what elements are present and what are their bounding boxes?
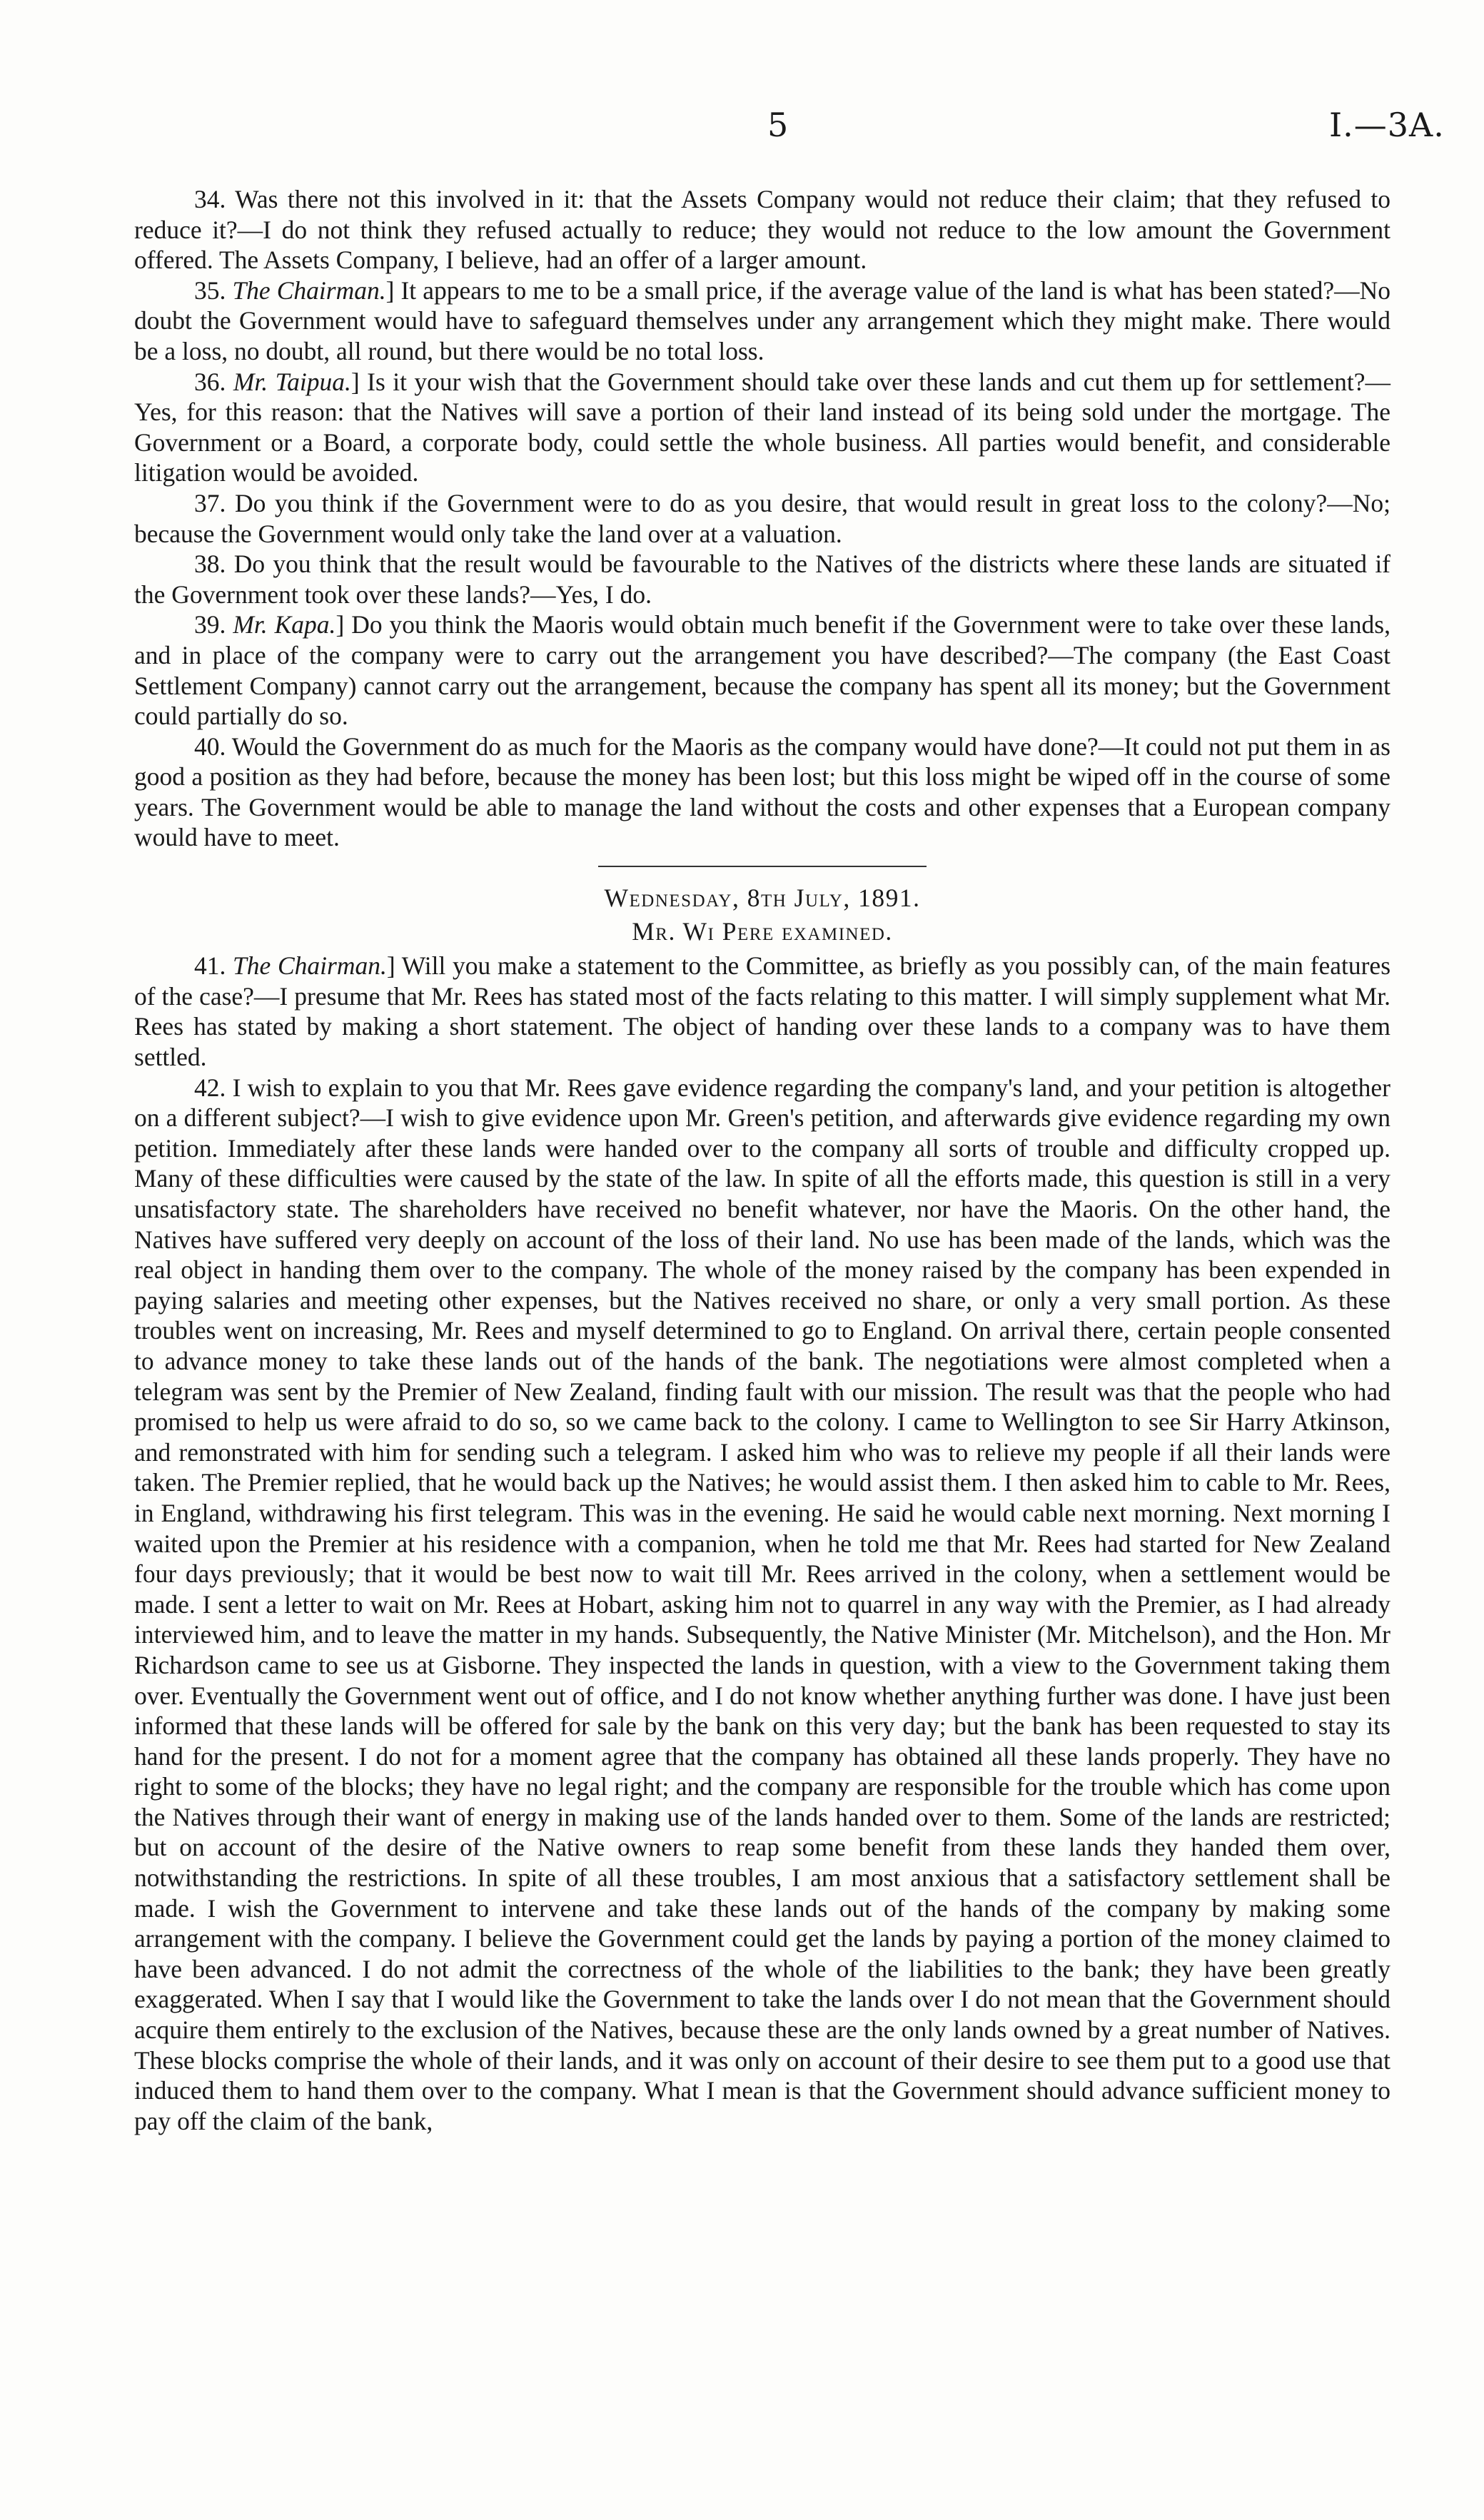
question-text: Do you think that the result would be favourable to the Natives of the districts where these lands are situated if the Government took over these lands?—Yes, I do. [134, 550, 1391, 609]
question-text: Do you think if the Government were to do as you desire, that would result in great loss to the colony?—No; because the Government would only take the land over at a valuation. [134, 488, 1391, 548]
question-paragraph [134, 951, 1390, 1072]
question-text: ] Is it your wish that the Government should take over these lands and cut them up for settlement?—Yes, for this reason: that the Natives will save a portion of their land instead of its being sold under the mortgage. The Government or a Board, a corporate body, could settle the whole business. All parties would benefit, and considerable litigation would be avoided. [134, 367, 1390, 487]
question-number: 42. [194, 1073, 226, 1102]
speaker-name: The Chairman. [233, 951, 387, 981]
evidence-section-2 [134, 951, 1390, 2136]
evidence-section-1 [134, 184, 1390, 853]
speaker-name: The Chairman. [232, 275, 386, 305]
question-number: 39. [194, 610, 226, 639]
witness-heading [134, 916, 1390, 947]
question-paragraph [134, 275, 1390, 367]
section-divider [598, 866, 927, 867]
question-text: Was there not this involved in it: that the Assets Company would not reduce their claim; that they refused to reduce it?—I do not think they refused actually to reduce; they would not reduce to the low amount the Government offered. The Assets Company, I believe, had an offer of a larger amount. [134, 185, 1391, 275]
question-number: 34. [194, 185, 226, 213]
question-paragraph [134, 488, 1390, 549]
witness-heading-text: Mr. Wi Pere examined. [632, 916, 893, 946]
question-number: 40. [194, 732, 226, 761]
question-number: 36. [194, 367, 226, 396]
question-number: 37. [194, 488, 226, 517]
question-text: ] Do you think the Maoris would obtain much benefit if the Government were to take over these lands, and in place of the company were to carry out the arrangement you have described?—The company (the East Coast Settlement Company) cannot carry out the arrangement, because the company has spent all its money; but the Government could partially do so. [134, 610, 1390, 731]
question-text: ] It appears to me to be a small price, if the average value of the land is what has been stated?—No doubt the Government would have to safeguard themselves under any arrangement which they might make. There would be a loss, no doubt, all round, but there would be no total loss. [134, 275, 1390, 365]
date-heading-text: Wednesday, 8th July, 1891. [604, 884, 921, 913]
question-number: 35. [194, 275, 226, 305]
date-heading [134, 883, 1390, 914]
question-paragraph [134, 1073, 1390, 2137]
speaker-name: Mr. Kapa. [233, 610, 336, 639]
question-text: ] Will you make a statement to the Committee, as briefly as you possibly can, of the main features of the case?—I presume that Mr. Rees has stated most of the facts relating to this matter. I will simply supplement what Mr. Rees has stated by making a short statement. The object of handing over these lands to a company was to have them settled. [134, 951, 1391, 1072]
question-text: Would the Government do as much for the Maoris as the company would have done?—It could not put them in as good a position as they had before, because the money has been lost; but this loss might be wiped off in the course of some years. The Government would be able to manage the land without the costs and other expenses that a European company would have to meet. [134, 732, 1390, 852]
question-paragraph [134, 609, 1390, 731]
question-paragraph [134, 549, 1390, 609]
question-paragraph [134, 732, 1390, 853]
speaker-name: Mr. Taipua. [233, 367, 351, 396]
question-number: 41. [194, 951, 226, 981]
question-text: I wish to explain to you that Mr. Rees gave evidence regarding the company's land, and your petition is altogether on a different subject?—I wish to give evidence upon Mr. Green's petition, and afterwards give evidence regarding my own petition. Immediately after these lands were handed over to the company all sorts of trouble and difficulty cropped up. Many of these difficulties were caused by the state of the law. In spite of all the efforts made, this question is still in a very unsatisfactory state. The shareholders have received no benefit whatever, nor have the Maoris. On the other hand, the Natives have suffered very deeply on account of the loss of their land. No use has been made of the lands, which was the real object in handing them over to the company. The whole of the money raised by the company has been expended in paying salaries and meeting other expenses, but the Natives received no share, or only a very small portion. As these troubles went on increasing, Mr. Rees and myself determined to go to England. On arrival there, certain people consented to advance money to take these lands out of the hands of the bank. The negotiations were almost completed when a telegram was sent by the Premier of New Zealand, finding fault with our mission. The result was that the people who had promised to help us were afraid to do so, so we came back to the colony. I came to Wellington to see Sir Harry Atkinson, and remonstrated with him for sending such a telegram. I asked him who was to relieve my people if all their lands were taken. The Premier replied, that he would back up the Natives; he would assist them. I then asked him to cable to Mr. Rees, in England, withdrawing his first telegram. This was in the evening. He said he would cable next morning. Next morning I waited upon the Premier at his residence with a companion, when he told me that Mr. Rees had started for New Zealand four days previously; that it would be best now to wait till Mr. Rees arrived in the colony, when a settlement would be made. I sent a letter to wait on Mr. Rees at Hobart, asking him not to quarrel in any way with the Premier, as I had already interviewed him, and to leave the matter in my hands. Subsequently, the Native Minister (Mr. Mitchelson), and the Hon. Mr Richardson came to see us at Gisborne. They inspected the lands in question, with a view to the Government taking them over. Eventually the Government went out of office, and I do not know whether anything further was done. I have just been informed that these lands will be offered for sale by the bank on this very day; but the bank has been requested to stay its hand for the present. I do not for a moment agree that the company has obtained all these lands properly. They have no right to some of the blocks; they have no legal right; and the company are responsible for the trouble which has come upon the Natives through their want of energy in making use of the lands handed over to them. Some of the lands are restricted; but on account of the desire of the Native owners to reap some benefit from these lands they handed them over, notwithstanding the restrictions. In spite of all these troubles, I am most anxious that a satisfactory settlement shall be made. I wish the Government to intervene and take these lands out of the hands of the company by making some arrangement with the company. I believe the Government could get the lands by paying a portion of the money claimed to have been advanced. I do not admit the correctness of the whole of the liabilities to the bank; they have been greatly exaggerated. When I say that I would like the Government to take the lands over I do not mean that the Government should acquire them entirely to the exclusion of the Natives, because these are the only lands owned by a great number of Natives. These blocks comprise the whole of their lands, and it was only on account of their desire to see them put to a good use that induced them to hand them over to the company. What I mean is that the Government should advance sufficient money to pay off the claim of the bank, [134, 1073, 1390, 2135]
document-body [134, 184, 1390, 2136]
question-number: 38. [194, 550, 226, 579]
question-paragraph [134, 367, 1390, 488]
page-number: 5 [767, 106, 789, 144]
document-reference: I.—3A. [1329, 106, 1445, 144]
question-paragraph [134, 184, 1390, 275]
